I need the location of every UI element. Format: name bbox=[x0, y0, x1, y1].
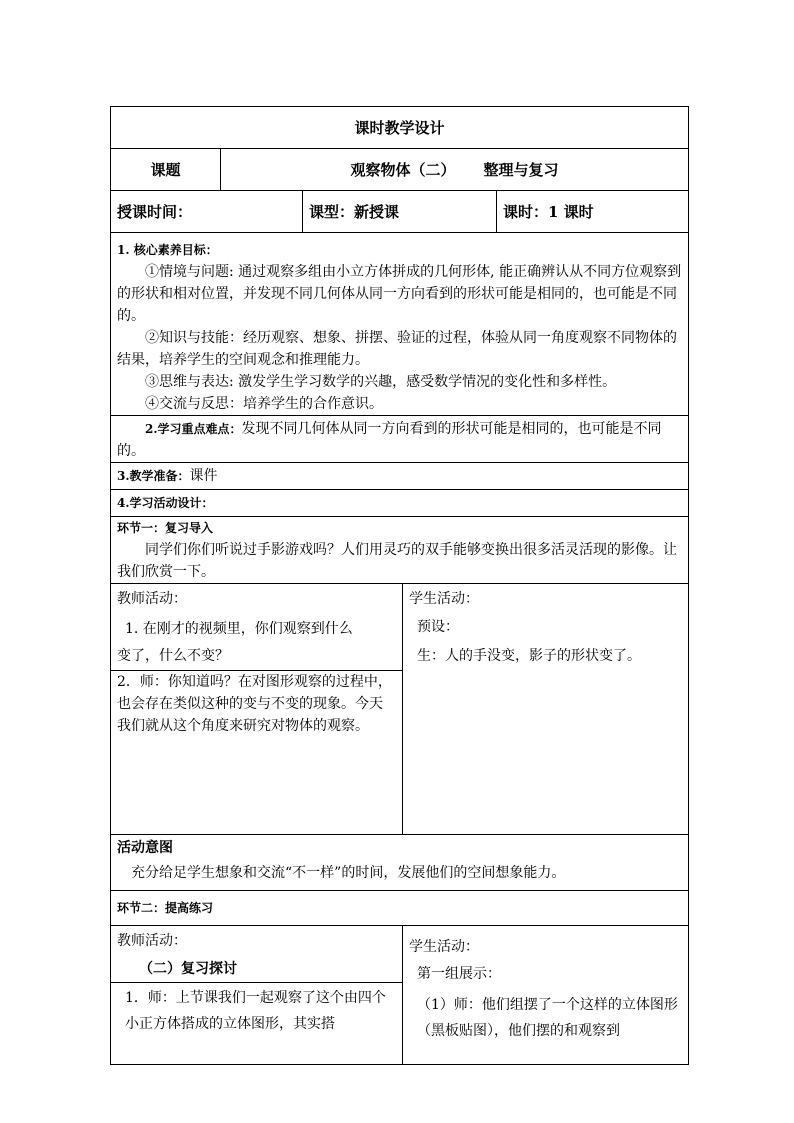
prep-value: 课件 bbox=[189, 468, 218, 484]
goal-item-4: ④交流与反思：培养学生的合作意识。 bbox=[145, 396, 383, 412]
intent-section bbox=[111, 835, 689, 891]
topic-label: 课题 bbox=[111, 149, 221, 191]
stage1-teacher-item1: 1. 在刚才的视频里，你们观察到什么 变了，什么不变？ bbox=[111, 612, 402, 671]
stage1-teacher bbox=[111, 584, 403, 835]
activity-label: 4.学习活动设计： bbox=[117, 496, 214, 510]
stage1-intro-section bbox=[111, 517, 689, 584]
intent-title: 活动意图 bbox=[117, 840, 173, 856]
topic-value-part2: 整理与复习 bbox=[483, 160, 559, 179]
lesson-plan-table bbox=[110, 106, 689, 1065]
stage2-title: 环节二：提高练习 bbox=[117, 901, 214, 915]
goal-item-3: ③思维与表达: 激发学生学习数学的兴趣，感受数学情况的变化性和多样性。 bbox=[145, 374, 617, 390]
stage2-teacher bbox=[111, 926, 403, 1065]
prep-row bbox=[111, 463, 689, 490]
lesson-plan-page bbox=[110, 106, 688, 1039]
stage2-student-item1: （1）师：他们组摆了一个这样的立体图形（黑板贴图），他们摆的和观察到 bbox=[417, 997, 678, 1039]
stage1-student bbox=[403, 584, 689, 835]
stage2-teacher-sub-row bbox=[111, 954, 402, 983]
stage1-student-answer: 生：人的手没变，影子的形状变了。 bbox=[417, 648, 641, 664]
stage2-student-group: 第一组展示： bbox=[417, 966, 501, 982]
stage1-teacher-label: 教师活动： bbox=[117, 591, 187, 607]
key-label: 2.学习重点难点： bbox=[145, 422, 242, 436]
prep-label: 3.教学准备： bbox=[117, 469, 190, 483]
stage1-title: 环节一：复习导入 bbox=[117, 521, 214, 535]
stage2-student bbox=[403, 926, 689, 1065]
stage1-teacher-item2: 2．师：你知道吗？在对图形观察的过程中，也会存在类似这种的变与不变的现象。今天我们就从这个角度来研究对物体的观察。 bbox=[117, 674, 392, 734]
type-label: 课型：新授课 bbox=[303, 191, 497, 233]
topic-value bbox=[221, 149, 689, 191]
stage2-title-row bbox=[111, 891, 689, 926]
intent-text: 充分给足学生想象和交流“不一样”的时间，发展他们的空间想象能力。 bbox=[131, 865, 566, 881]
period-label: 课时：1 课时 bbox=[497, 191, 689, 233]
key-points bbox=[111, 416, 689, 463]
stage1-intro: 同学们你们听说过手影游戏吗？人们用灵巧的双手能够变换出很多活灵活现的影像。让我们欣赏一下。 bbox=[117, 542, 677, 580]
goal-item-1: ①情境与问题: 通过观察多组由小立方体拼成的几何形体, 能正确辨认从不同方位观察到的形状和相对位置，并发现不同几何体从同一方向看到的形状可能是相同的，也可能是不同的。 bbox=[117, 264, 682, 324]
key-text: 发现不同几何体从同一方向看到的形状可能是相同的，也可能是不同的。 bbox=[117, 421, 662, 459]
stage2-teacher-label: 教师活动： bbox=[117, 933, 187, 949]
goals-heading: 1. 核心素养目标： bbox=[117, 243, 218, 257]
time-label: 授课时间： bbox=[111, 191, 303, 233]
topic-value-part1: 观察物体（二） bbox=[350, 160, 456, 179]
stage1-student-preset: 预设： bbox=[417, 619, 459, 635]
doc-title: 课时教学设计 bbox=[111, 107, 689, 149]
goal-item-2: ②知识与技能：经历观察、想象、拼摆、验证的过程，体验从同一角度观察不同物体的结果，培养学生的空间观念和推理能力。 bbox=[117, 330, 677, 368]
stage2-teacher-sub: （二）复习探讨 bbox=[139, 961, 237, 977]
activity-row bbox=[111, 490, 689, 517]
stage2-teacher-item1: 1．师：上节课我们一起观察了这个由四个小正方体搭成的立体图形，其实搭 bbox=[125, 990, 386, 1032]
stage1-student-label: 学生活动： bbox=[409, 591, 479, 607]
stage2-student-label: 学生活动： bbox=[409, 939, 479, 955]
goals-section bbox=[111, 233, 689, 416]
